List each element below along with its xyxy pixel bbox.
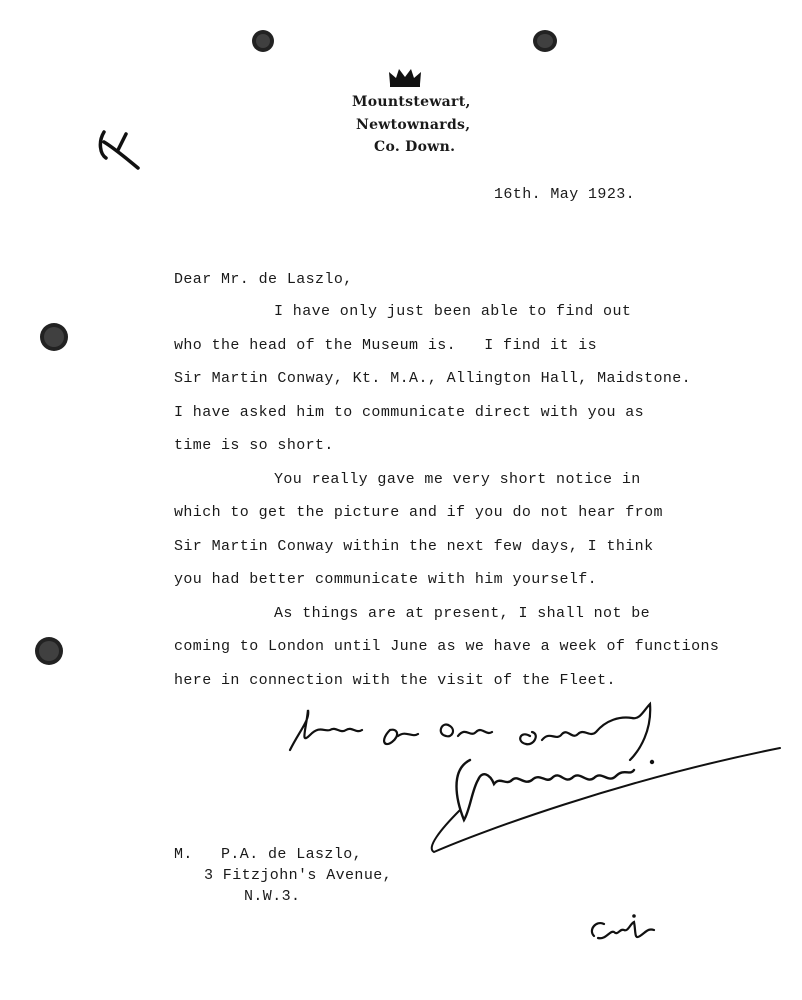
- body-line: Sir Martin Conway within the next few days, I think: [174, 538, 654, 555]
- body-line: here in connection with the visit of the Fleet.: [174, 672, 616, 689]
- punch-hole-top-left: [252, 30, 274, 52]
- punch-hole-top-right: [533, 30, 557, 52]
- body-line: who the head of the Museum is. I find it is: [174, 337, 598, 354]
- body-line: As things are at present, I shall not be: [274, 605, 651, 622]
- letterhead-line-1: Mountstewart,: [352, 94, 471, 110]
- body-line: which to get the picture and if you do not hear from: [174, 504, 663, 521]
- addressee-line-1: M. P.A. de Laszlo,: [174, 846, 363, 863]
- addressee-line-2: 3 Fitzjohn's Avenue,: [204, 867, 393, 884]
- salutation: Dear Mr. de Laszlo,: [174, 271, 353, 288]
- letter-date: 16th. May 1923.: [494, 186, 636, 203]
- body-line: I have only just been able to find out: [274, 303, 632, 320]
- body-line: coming to London until June as we have a week of functions: [174, 638, 720, 655]
- body-line: Sir Martin Conway, Kt. M.A., Allington Hall, Maidstone.: [174, 370, 692, 387]
- letterhead-line-3: Co. Down.: [374, 139, 456, 155]
- body-line: you had better communicate with him yourself.: [174, 571, 598, 588]
- letterhead-line-2: Newtownards,: [356, 117, 471, 133]
- handwritten-note-bottom: [584, 910, 664, 950]
- check-mark-annotation: [96, 128, 144, 172]
- punch-hole-left-lower: [35, 637, 63, 665]
- crown-icon: [387, 66, 423, 88]
- addressee-line-3: N.W.3.: [244, 888, 301, 905]
- handwritten-signature: [420, 740, 790, 870]
- body-line: I have asked him to communicate direct with you as: [174, 404, 645, 421]
- body-line: time is so short.: [174, 437, 334, 454]
- punch-hole-left-upper: [40, 323, 68, 351]
- body-line: You really gave me very short notice in: [274, 471, 641, 488]
